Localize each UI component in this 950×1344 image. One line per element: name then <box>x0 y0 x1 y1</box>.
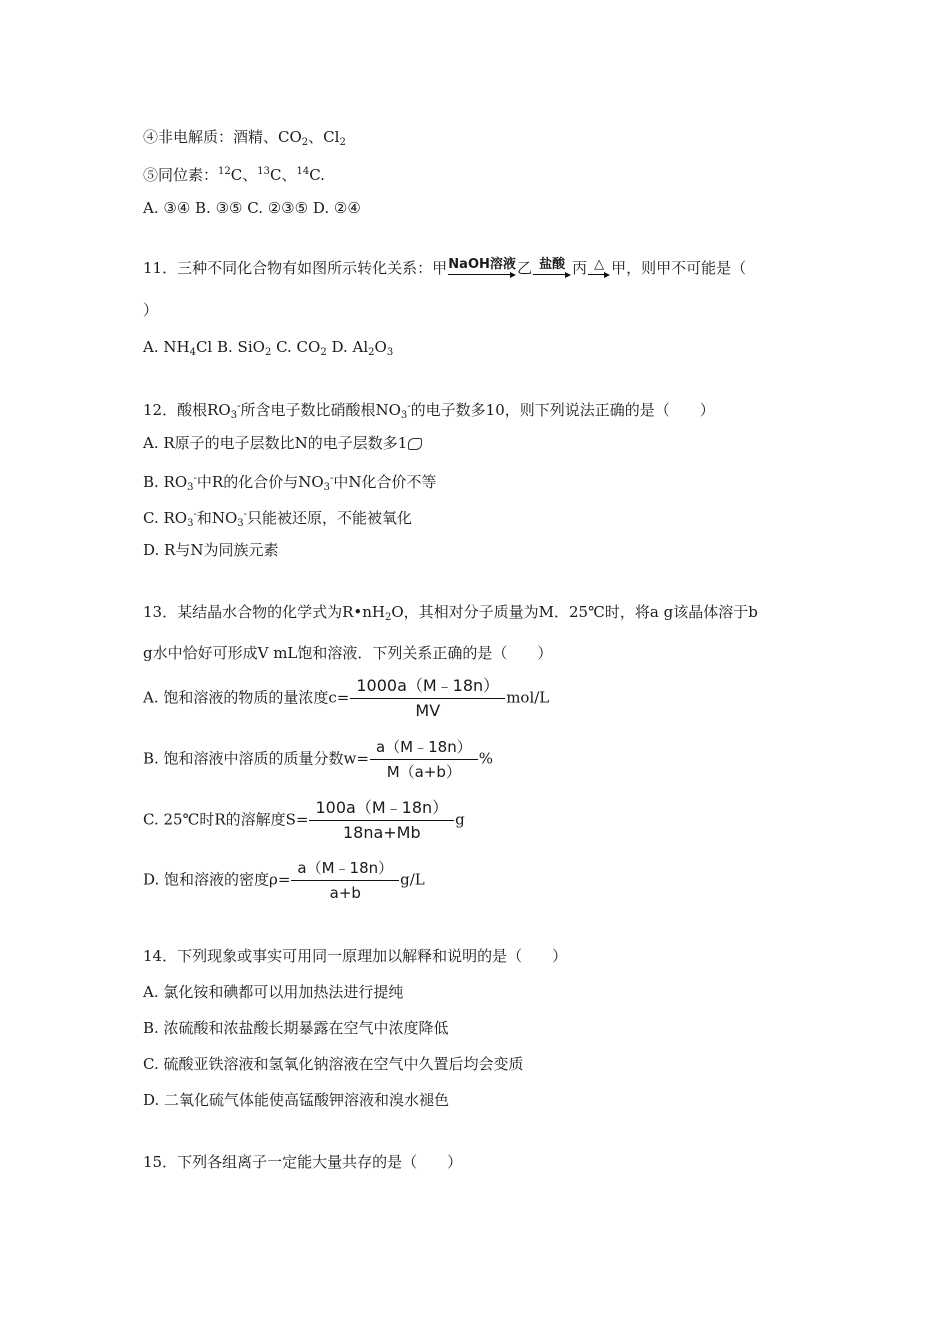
q13-stem-line2: g水中恰好可形成V mL饱和溶液．下列关系正确的是（ ） <box>143 644 553 662</box>
q10-item-4: ④非电解质：酒精、$CO_2$、$Cl_2$ <box>143 128 346 148</box>
fraction-a: $\frac{1000a(M﹣18n)}{MV}$ <box>350 676 505 721</box>
fraction-c: $\frac{100a(M﹣18n)}{18na+Mb}$ <box>309 798 454 843</box>
q13-option-c: C. 25℃时R的溶解度S= $\frac{100a(M﹣18n)}{18na+Mb}$ g <box>143 798 465 842</box>
q13-option-d: D. 饱和溶液的密度ρ= $\frac{a(M﹣18n)}{a+b}$ g/L <box>143 859 425 902</box>
q10-options: A. ③④ B. ③⑤ C. ②③⑤ D. ②④ <box>143 199 361 217</box>
fraction-d: $\frac{a(M﹣18n)}{a+b}$ <box>291 858 399 903</box>
q14-option-d: D. 二氧化硫气体能使高锰酸钾溶液和溴水褪色 <box>143 1091 450 1109</box>
q12-option-d: D. R与N为同族元素 <box>143 541 279 559</box>
q12-option-c: C. $RO_3^-$和$NO_3^-$只能被还原，不能被氧化 <box>143 509 413 529</box>
q13-stem-line1: 13．某结晶水合物的化学式为$R•nH_2O$，其相对分子质量为M．25℃时，将a g该晶体溶于b <box>143 603 758 623</box>
q12-option-b: B. $RO_3^-$中R的化合价与$NO_3^-$中N化合价不等 <box>143 473 437 493</box>
reaction-arrow-2: 盐酸 <box>533 258 571 278</box>
q14-option-c: C. 硫酸亚铁溶液和氢氧化钠溶液在空气中久置后均会变质 <box>143 1055 524 1073</box>
q12-stem: 12．酸根$RO_3^-$所含电子数比硝酸根$NO_3^-$的电子数多10，则下列说法正确的是（ ） <box>143 401 715 421</box>
q14-option-a: A. 氯化铵和碘都可以用加热法进行提纯 <box>143 983 404 1001</box>
q10-item-5: ⑤同位素：$^{12}$C、$^{13}$C、$^{14}$C. <box>143 166 325 184</box>
scribble-mark-icon <box>408 438 422 450</box>
reaction-arrow-1: NaOH溶液 <box>448 258 516 278</box>
fraction-b: $\frac{a(M﹣18n)}{M(a+b)}$ <box>370 737 478 782</box>
q12-option-a: A. R原子的电子层数比N的电子层数多1 <box>143 433 422 453</box>
reaction-arrow-3: △ <box>588 258 610 278</box>
q11-stem-close: ） <box>143 301 159 319</box>
q11-stem: 11．三种不同化合物有如图所示转化关系：甲 NaOH溶液 乙 盐酸 丙 △ 甲，则甲不可能是（ <box>143 257 747 277</box>
q13-option-a: A. 饱和溶液的物质的量浓度c= $\frac{1000a(M﹣18n)}{MV}$ mol/L <box>143 676 550 720</box>
q14-stem: 14．下列现象或事实可用同一原理加以解释和说明的是（ ） <box>143 947 568 965</box>
q14-option-b: B. 浓硫酸和浓盐酸长期暴露在空气中浓度降低 <box>143 1019 449 1037</box>
q15-stem: 15．下列各组离子一定能大量共存的是（ ） <box>143 1153 463 1171</box>
q11-options: A. $NH_4Cl$ B. SiO$_2$ C. $CO_2$ D. $Al_2O_3$ <box>143 338 394 358</box>
q13-option-b: B. 饱和溶液中溶质的质量分数w= $\frac{a(M﹣18n)}{M(a+b)}$ % <box>143 738 493 781</box>
